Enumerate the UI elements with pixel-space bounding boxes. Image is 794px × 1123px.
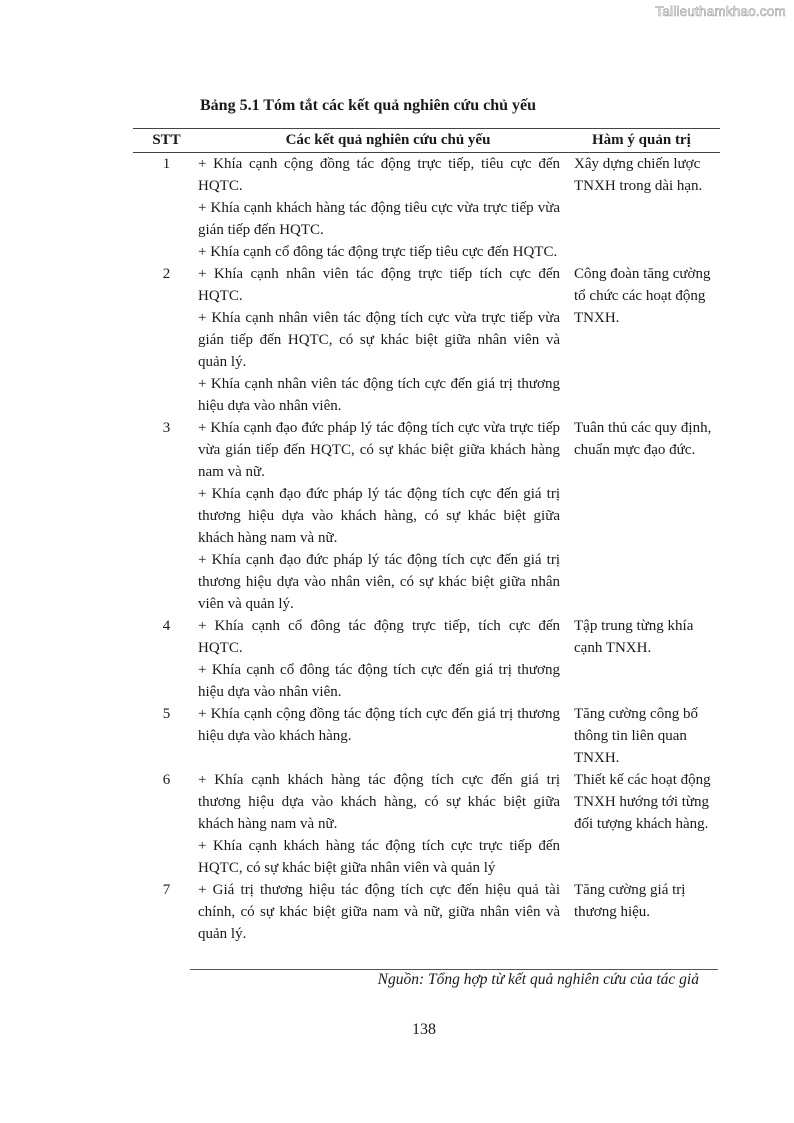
implication-text: Tăng cường công bố thông tin liên quan TNXH. [574, 706, 698, 766]
results-summary-table [133, 128, 720, 945]
result-item: + Khía cạnh đạo đức pháp lý tác động tích cực đến giá trị thương hiệu dựa vào nhân viên, có sự khác biệt giữa nhân viên và quản lý. [198, 552, 560, 612]
implication-text: Tập trung từng khía cạnh TNXH. [574, 618, 694, 656]
result-item: + Khía cạnh cộng đồng tác động trực tiếp, tiêu cực đến HQTC. [198, 156, 560, 194]
result-item: + Khía cạnh đạo đức pháp lý tác động tích cực đến giá trị thương hiệu dựa vào khách hàng, có sự khác biệt giữa khách hàng nam và nữ. [198, 486, 560, 546]
row-implication-cell [572, 263, 720, 417]
table-body [133, 153, 720, 946]
row-results-cell [196, 879, 572, 945]
result-item: + Khía cạnh cổ đông tác động trực tiếp tiêu cực đến HQTC. [198, 244, 558, 260]
result-item: + Khía cạnh cổ đông tác động trực tiếp, tích cực đến HQTC. [198, 618, 560, 656]
row-results-cell [196, 703, 572, 769]
row-results-cell [196, 417, 572, 615]
header-implications: Hàm ý quản trị [572, 129, 720, 153]
implication-text: Tăng cường giá trị thương hiệu. [574, 882, 686, 920]
row-stt-cell: 5 [162, 706, 171, 722]
watermark-text: Tailieuthamkhao.com [655, 4, 786, 19]
implication-text: Tuân thủ các quy định, chuẩn mực đạo đức. [574, 420, 712, 458]
row-stt-cell: 7 [162, 882, 171, 898]
table-row [133, 615, 720, 703]
source-note: Nguồn: Tổng hợp từ kết quả nghiên cứu của tác giả [377, 971, 699, 988]
table-row [133, 769, 720, 879]
result-item: + Khía cạnh đạo đức pháp lý tác động tích cực vừa trực tiếp vừa gián tiếp đến HQTC, có sự khác biệt giữa khách hàng nam và nữ. [198, 420, 560, 480]
table-row [133, 417, 720, 615]
result-item: + Giá trị thương hiệu tác động tích cực đến hiệu quả tài chính, có sự khác biệt giữa nam và nữ, giữa nhân viên và quản lý. [198, 882, 560, 942]
table-bottom-rule [190, 969, 718, 970]
implication-text: Xây dựng chiến lược TNXH trong dài hạn. [574, 156, 703, 194]
row-implication-cell [572, 703, 720, 769]
row-stt-cell: 2 [162, 266, 171, 282]
row-stt-cell: 4 [162, 618, 171, 634]
result-item: + Khía cạnh nhân viên tác động tích cực vừa trực tiếp vừa gián tiếp đến HQTC, có sự khác biệt giữa nhân viên và quản lý. [198, 310, 560, 370]
row-implication-cell [572, 879, 720, 945]
result-item: + Khía cạnh nhân viên tác động trực tiếp tích cực đến HQTC. [198, 266, 560, 304]
row-implication-cell [572, 615, 720, 703]
result-item: + Khía cạnh khách hàng tác động tiêu cực vừa trực tiếp vừa gián tiếp đến HQTC. [198, 200, 560, 238]
page-number: 138 [412, 1021, 436, 1038]
implication-text: Công đoàn tăng cường tổ chức các hoạt động TNXH. [574, 266, 711, 326]
result-item: + Khía cạnh nhân viên tác động tích cực đến giá trị thương hiệu dựa vào nhân viên. [198, 376, 560, 414]
header-row [133, 129, 720, 153]
row-implication-cell [572, 769, 720, 879]
row-results-cell [196, 769, 572, 879]
table-row [133, 263, 720, 417]
row-stt-cell: 6 [162, 772, 171, 788]
row-implication-cell [572, 153, 720, 264]
row-results-cell [196, 153, 572, 264]
row-implication-cell [572, 417, 720, 615]
result-item: + Khía cạnh cổ đông tác động tích cực đến giá trị thương hiệu dựa vào nhân viên. [198, 662, 560, 700]
header-stt: STT [133, 129, 196, 153]
table-row [133, 879, 720, 945]
result-item: + Khía cạnh cộng đồng tác động tích cực đến giá trị thương hiệu dựa vào khách hàng. [198, 706, 560, 744]
table-header [133, 129, 720, 153]
table-row [133, 153, 720, 264]
implication-text: Thiết kế các hoạt động TNXH hướng tới từng đối tượng khách hàng. [574, 772, 711, 832]
row-results-cell [196, 263, 572, 417]
row-stt-cell: 3 [162, 420, 171, 436]
table-row [133, 703, 720, 769]
header-results: Các kết quả nghiên cứu chủ yếu [196, 129, 572, 153]
table-caption: Bảng 5.1 Tóm tắt các kết quả nghiên cứu chủ yếu [200, 97, 537, 114]
row-results-cell [196, 615, 572, 703]
result-item: + Khía cạnh khách hàng tác động tích cực đến giá trị thương hiệu dựa vào khách hàng, có sự khác biệt giữa khách hàng nam và nữ. [198, 772, 560, 832]
row-stt-cell: 1 [162, 156, 171, 172]
result-item: + Khía cạnh khách hàng tác động tích cực trực tiếp đến HQTC, có sự khác biệt giữa nhân viên và quản lý [198, 838, 560, 876]
